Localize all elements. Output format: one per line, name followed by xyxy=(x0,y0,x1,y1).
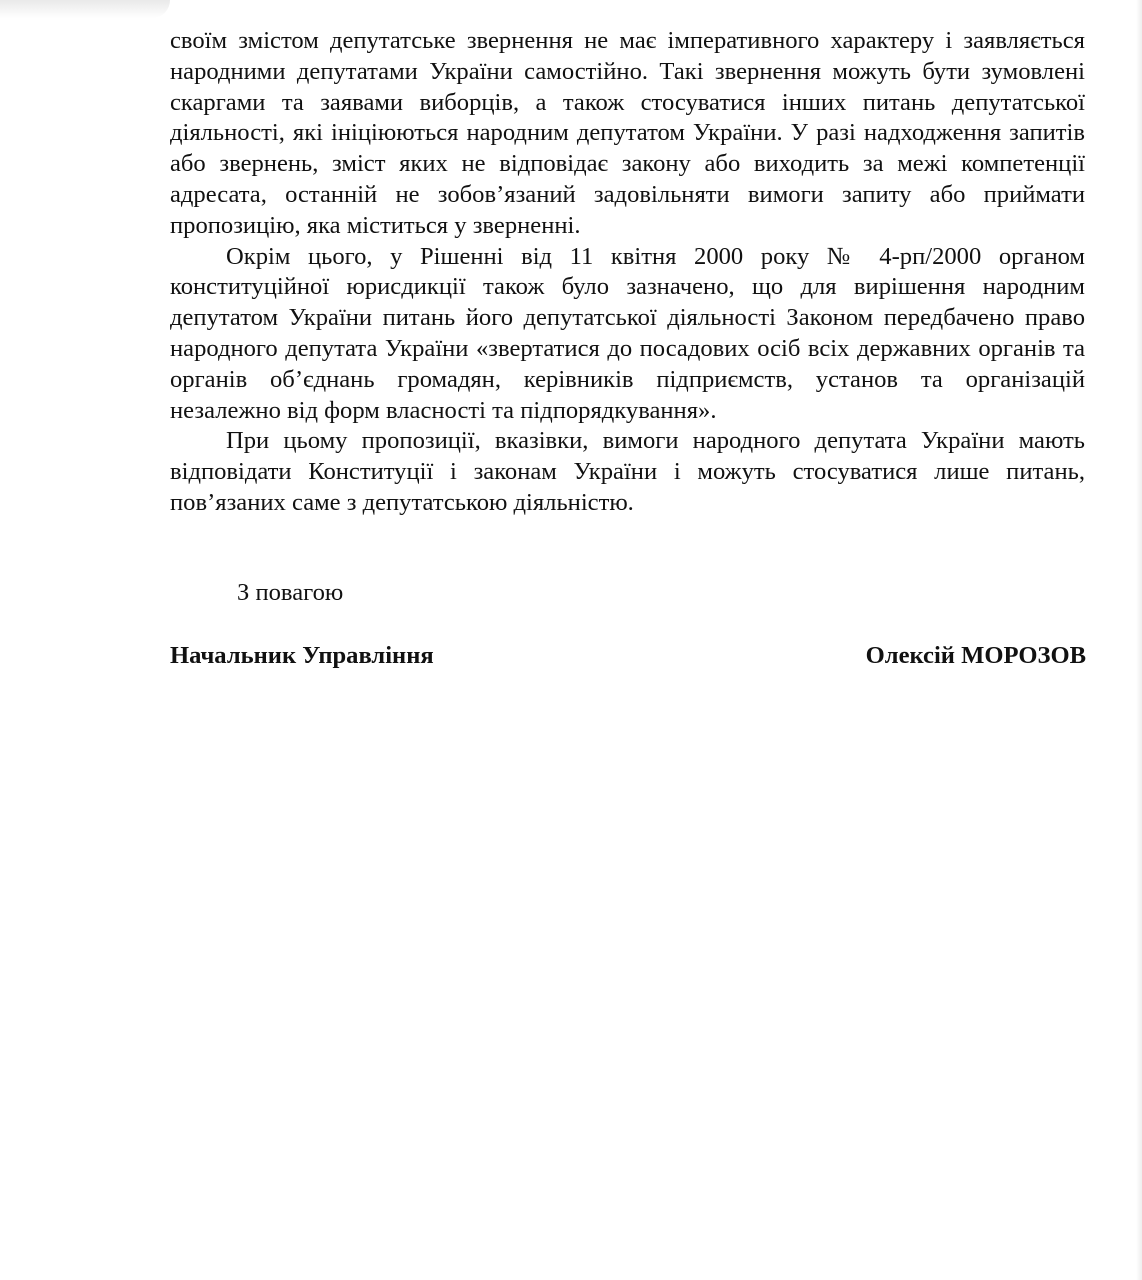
letter-body xyxy=(170,26,1085,519)
signature-block xyxy=(170,641,1086,671)
signer-position: Начальник Управління xyxy=(170,642,434,669)
body-paragraph-3: При цьому пропозиції, вказівки, вимоги народного депутата України мають відповідати Конституції і законам України і можуть стосуватися лише питань, пов’язаних саме з депутатською діяльністю. xyxy=(170,427,1085,516)
page-edge-shadow-right xyxy=(1136,0,1142,1280)
signer-name: Олексій МОРОЗОВ xyxy=(865,642,1086,669)
page-edge-shadow xyxy=(0,0,170,18)
closing-salutation: З повагою xyxy=(237,579,344,606)
body-paragraph-1: своїм змістом депутатське звернення не має імперативного характеру і заявляється народними депутатами України самостійно. Такі звернення можуть бути зумовлені скаргами та заявами виборців, а також стосуватися інших питань депутатської діяльності, які ініціюються народним депутатом України. У разі надходження запитів або звернень, зміст яких не відповідає закону або виходить за межі компетенції адресата, останній не зобов’язаний задовільняти вимоги запиту або приймати пропозицію, яка міститься у зверненні. xyxy=(170,27,1085,239)
body-paragraph-2: Окрім цього, у Рішенні від 11 квітня 2000 року № 4-рп/2000 органом конституційної юрисдикції також було зазначено, що для вирішення народним депутатом України питань його депутатської діяльності Законом передбачено право народного депутата України «звертатися до посадових осіб всіх державних органів та органів об’єднань громадян, керівників підприємств, установ та організацій незалежно від форм власності та підпорядкування». xyxy=(170,242,1085,424)
